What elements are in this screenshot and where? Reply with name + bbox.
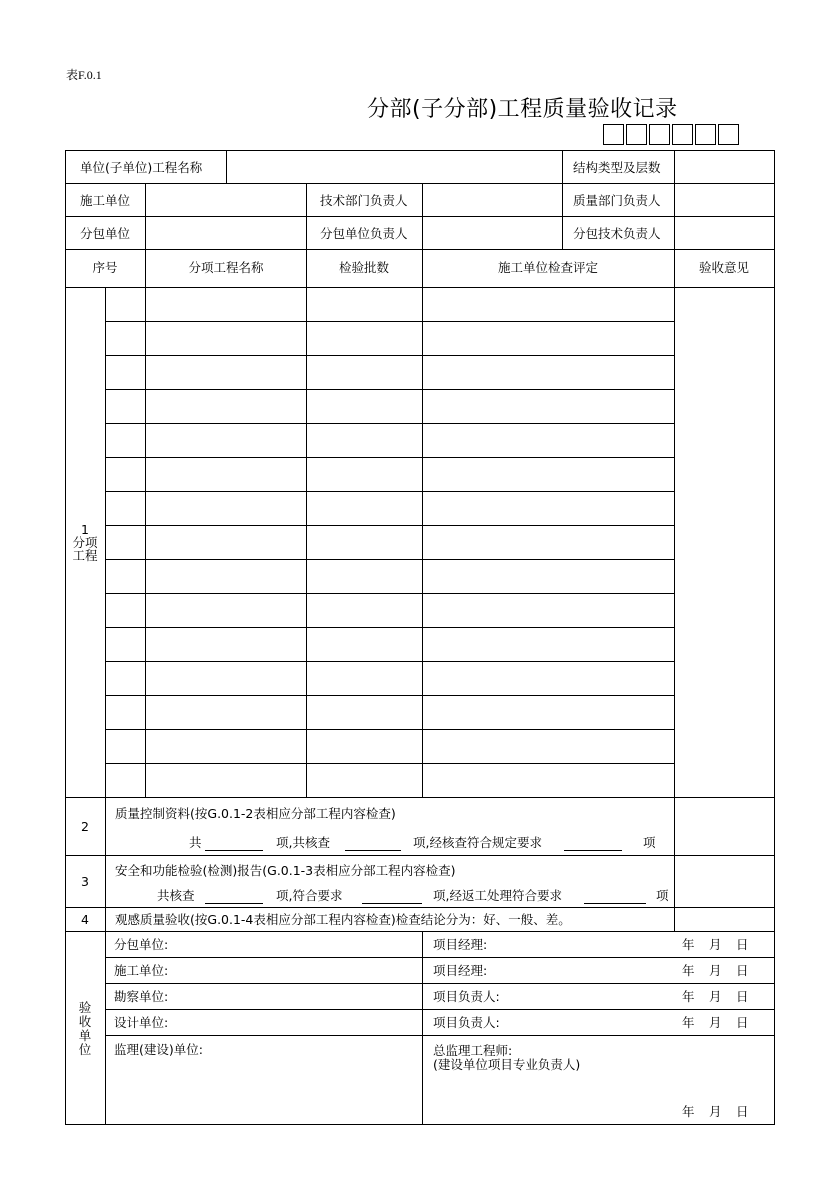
day-label: 日: [736, 1015, 749, 1030]
subcontract-unit-label: 分包单位: [80, 226, 131, 241]
grid-line: [674, 150, 675, 288]
section4-text: 观感质量验收(按G.0.1-4表相应分部工程内容检查)检查结论分为：好、一般、差。: [115, 912, 571, 927]
page-title: 分部(子分部)工程质量验收记录: [367, 97, 678, 122]
grid-line: [774, 150, 775, 1125]
grid-line: [65, 287, 775, 288]
chief-engineer-note: (建设单位项目专业负责人): [433, 1057, 581, 1072]
grid-line: [105, 423, 675, 424]
number-box[interactable]: [718, 124, 739, 145]
grid-line: [65, 855, 775, 856]
year-label: 年: [682, 1015, 695, 1030]
quality-dept-label: 质量部门负责人: [573, 193, 661, 208]
section2-word4: 项: [643, 835, 656, 850]
section3-text: 安全和功能检验(检测)报告(G.0.1-3表相应分部工程内容检查): [115, 863, 456, 878]
month-label: 月: [709, 963, 722, 978]
col-eval-header: 施工单位检查评定: [497, 260, 599, 275]
grid-line: [105, 763, 675, 764]
grid-line: [105, 593, 675, 594]
section3-word4: 项: [656, 888, 669, 903]
section2-word2: 项,共核查: [276, 835, 330, 850]
grid-line: [105, 957, 775, 958]
construction-unit-label: 施工单位: [80, 193, 131, 208]
section2-text: 质量控制资料(按G.0.1-2表相应分部工程内容检查): [115, 806, 396, 821]
grid-line: [105, 695, 675, 696]
col-name-header: 分项工程名称: [188, 260, 264, 275]
acceptance-unit-1: 分包单位:: [114, 937, 169, 952]
day-label: 日: [736, 937, 749, 952]
section3-blank2[interactable]: [362, 903, 422, 904]
supervision-unit: 监理(建设)单位:: [114, 1042, 203, 1057]
grid-line: [65, 150, 775, 151]
section3-number: 3: [81, 874, 89, 889]
acceptance-role-4: 项目负责人:: [433, 1015, 500, 1030]
month-label: 月: [709, 937, 722, 952]
section2-blank1[interactable]: [205, 850, 263, 851]
number-box[interactable]: [649, 124, 670, 145]
section3-blank3[interactable]: [584, 903, 646, 904]
section2-word1: 共: [189, 835, 202, 850]
acceptance-role-1: 项目经理:: [433, 937, 488, 952]
grid-line: [65, 216, 775, 217]
grid-line: [562, 150, 563, 250]
year-label: 年: [682, 937, 695, 952]
grid-line: [105, 627, 675, 628]
grid-line: [105, 559, 675, 560]
grid-line: [674, 797, 675, 932]
grid-line: [65, 907, 775, 908]
grid-line: [65, 931, 775, 932]
grid-line: [422, 249, 423, 798]
subcontract-head-label: 分包单位负责人: [320, 226, 408, 241]
grid-line: [105, 389, 675, 390]
section1-label: 分项工程: [72, 535, 98, 563]
acceptance-role-3: 项目负责人:: [433, 989, 500, 1004]
section2-blank2[interactable]: [345, 850, 401, 851]
year-label: 年: [682, 989, 695, 1004]
acceptance-role-2: 项目经理:: [433, 963, 488, 978]
grid-line: [105, 457, 675, 458]
grid-line: [105, 797, 106, 932]
month-label: 月: [709, 1104, 722, 1119]
number-box[interactable]: [672, 124, 693, 145]
grid-line: [674, 287, 675, 798]
grid-line: [65, 150, 66, 1125]
grid-line: [105, 729, 675, 730]
tech-dept-label: 技术部门负责人: [320, 193, 408, 208]
col-batch-header: 检验批数: [338, 260, 390, 275]
grid-line: [145, 249, 146, 798]
acceptance-unit-4: 设计单位:: [114, 1015, 169, 1030]
year-label: 年: [682, 1104, 695, 1119]
acceptance-unit-2: 施工单位:: [114, 963, 169, 978]
project-name-label: 单位(子单位)工程名称: [80, 160, 203, 175]
section3-word2: 项,符合要求: [276, 888, 343, 903]
grid-line: [105, 287, 106, 798]
month-label: 月: [709, 989, 722, 1004]
grid-line: [306, 249, 307, 798]
acceptance-label: 验收单位: [78, 1000, 92, 1057]
section2-blank3[interactable]: [564, 850, 622, 851]
grid-line: [105, 1009, 775, 1010]
form-code: 表F.0.1: [66, 68, 102, 82]
grid-line: [105, 355, 675, 356]
grid-line: [105, 1035, 775, 1036]
section2-word3: 项,经核查符合规定要求: [413, 835, 542, 850]
grid-line: [105, 661, 675, 662]
form-number-boxes[interactable]: [603, 124, 741, 145]
number-box[interactable]: [626, 124, 647, 145]
day-label: 日: [736, 1104, 749, 1119]
section4-number: 4: [81, 912, 89, 927]
grid-line: [105, 931, 106, 1125]
month-label: 月: [709, 1015, 722, 1030]
grid-line: [105, 525, 675, 526]
day-label: 日: [736, 963, 749, 978]
structure-label: 结构类型及层数: [573, 160, 661, 175]
section3-word1: 共核查: [157, 888, 195, 903]
section1-number: 1: [81, 522, 89, 537]
subcontract-tech-label: 分包技术负责人: [573, 226, 661, 241]
section3-blank1[interactable]: [205, 903, 263, 904]
grid-line: [65, 183, 775, 184]
grid-line: [65, 249, 775, 250]
number-box[interactable]: [695, 124, 716, 145]
number-box[interactable]: [603, 124, 624, 145]
section2-number: 2: [81, 819, 89, 834]
grid-line: [226, 150, 227, 184]
grid-line: [65, 797, 775, 798]
year-label: 年: [682, 963, 695, 978]
acceptance-unit-3: 勘察单位:: [114, 989, 169, 1004]
grid-line: [105, 983, 775, 984]
grid-line: [105, 321, 675, 322]
day-label: 日: [736, 989, 749, 1004]
section3-word3: 项,经返工处理符合要求: [433, 888, 562, 903]
grid-line: [65, 1124, 775, 1125]
grid-line: [422, 931, 423, 1125]
grid-line: [105, 491, 675, 492]
col-opinion-header: 验收意见: [698, 260, 750, 275]
chief-engineer: 总监理工程师:: [433, 1043, 513, 1058]
col-seq-header: 序号: [92, 260, 118, 275]
